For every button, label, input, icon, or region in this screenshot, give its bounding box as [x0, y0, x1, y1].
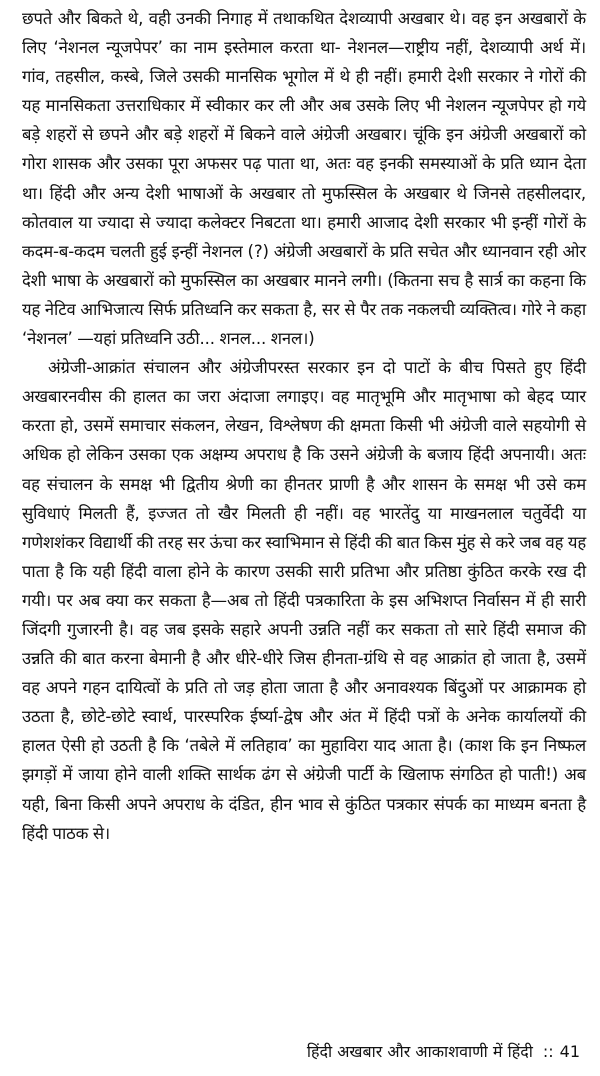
body-text [22, 4, 586, 848]
paragraph-2: अंग्रेजी-आक्रांत संचालन और अंग्रेजीपरस्त सरकार इन दो पाटों के बीच पिसते हुए हिंदी अखबारनवीस की हालत का जरा अंदाजा लगाइए। वह मातृभूमि और मातृभाषा को बेहद प्यार करता हो, उसमें समाचार संकलन, लेखन, विश्लेषण की क्षमता किसी भी अंग्रेजी वाले सहयोगी से अधिक हो लेकिन उसका एक अक्षम्य अपराध है कि उसने अंग्रेजी के बजाय हिंदी अपनायी। अतः वह संचालन के समक्ष भी द्वितीय श्रेणी का हीनतर प्राणी है और शासन के समक्ष भी उसे कम सुविधाएं मिलती हैं, इज्जत तो खैर मिलती ही नहीं। वह भारतेंदु या माखनलाल चतुर्वेदी या गणेशशंकर विद्यार्थी की तरह सर ऊंचा कर स्वाभिमान से हिंदी की बात किस मुंह से करे जब वह यह पाता है कि यही हिंदी वाला होने के कारण उसकी सारी प्रतिभा और प्रतिष्ठा कुंठित करके रख दी गयी। पर अब क्या कर सकता है—अब तो हिंदी पत्रकारिता के इस अभिशप्त निर्वासन में ही सारी जिंदगी गुजारनी है। वह जब इसके सहारे अपनी उन्नति नहीं कर सकता तो सारे हिंदी समाज की उन्नति की बात करना बेमानी है और धीरे-धीरे जिस हीनता-ग्रंथि से वह आक्रांत हो जाता है, उसमें वह अपने गहन दायित्वों के प्रति तो जड़ होता जाता है और अनावश्यक बिंदुओं पर आक्रामक हो उठता है, छोटे-छोटे स्वार्थ, पारस्परिक ईर्ष्या-द्वेष और अंत में हिंदी पत्रों के अनेक कार्यालयों की हालत ऐसी हो उठती है कि ‘तबेले में लतिहाव’ का मुहाविरा याद आता है। (काश कि इन निष्फल झगड़ों में जाया होने वाली शक्ति सार्थक ढंग से अंग्रेजी पार्टी के खिलाफ संगठित हो पाती!) अब यही, बिना किसी अपने अपराध के दंडित, हीन भाव से कुंठित पत्रकार संपर्क का माध्यम बनता है हिंदी पाठक से। [22, 358, 587, 843]
page-footer [307, 1040, 580, 1064]
footer-separator: :: [542, 1042, 554, 1061]
paragraph-1: छपते और बिकते थे, वही उनकी निगाह में तथाकथित देशव्यापी अखबार थे। वह इन अखबारों के लिए ‘नेशनल न्यूजपेपर’ का नाम इस्तेमाल करता था- नेशनल—राष्ट्रीय नहीं, देशव्यापी अर्थ में। गांव, तहसील, कस्बे, जिले उसकी मानसिक भूगोल में थे ही नहीं। हमारी देशी सरकार ने गोरों की यह मानसिकता उत्तराधिकार में स्वीकार कर ली और अब उसके लिए भी नेशलन न्यूजपेपर हो गये बड़े शहरों से छपने और बड़े शहरों में बिकने वाले अंग्रेजी अखबार। चूंकि इन अंग्रेजी अखबारों को गोरा शासक और उसका पूरा अफसर पढ़ पाता था, अतः वह इनकी समस्याओं के प्रति ध्यान देता था। हिंदी और अन्य देशी भाषाओं के अखबार तो मुफस्सिल के अखबार थे जिनसे तहसीलदार, कोतवाल या ज्यादा से ज्यादा कलेक्टर निबटता था। हमारी आजाद देशी सरकार भी इन्हीं गोरों के कदम-ब-कदम चलती हुई इन्हीं नेशनल (?) अंग्रेजी अखबारों के प्रति सचेत और ध्यानवान रही ओर देशी भाषा के अखबारों को मुफस्सिल का अखबार मानने लगी। (कितना सच है सार्त्र का कहना कि यह नेटिव आभिजात्य सिर्फ प्रतिध्वनि कर सकता है, सर से पैर तक नकलची व्यक्तित्व। गोरे ने कहा ‘नेशनल’ —यहां प्रतिध्वनि उठी... शनल... शनल।) [22, 9, 586, 349]
running-title: हिंदी अखबार और आकाशवाणी में हिंदी [306, 1042, 533, 1061]
page-number: 41 [559, 1042, 580, 1061]
